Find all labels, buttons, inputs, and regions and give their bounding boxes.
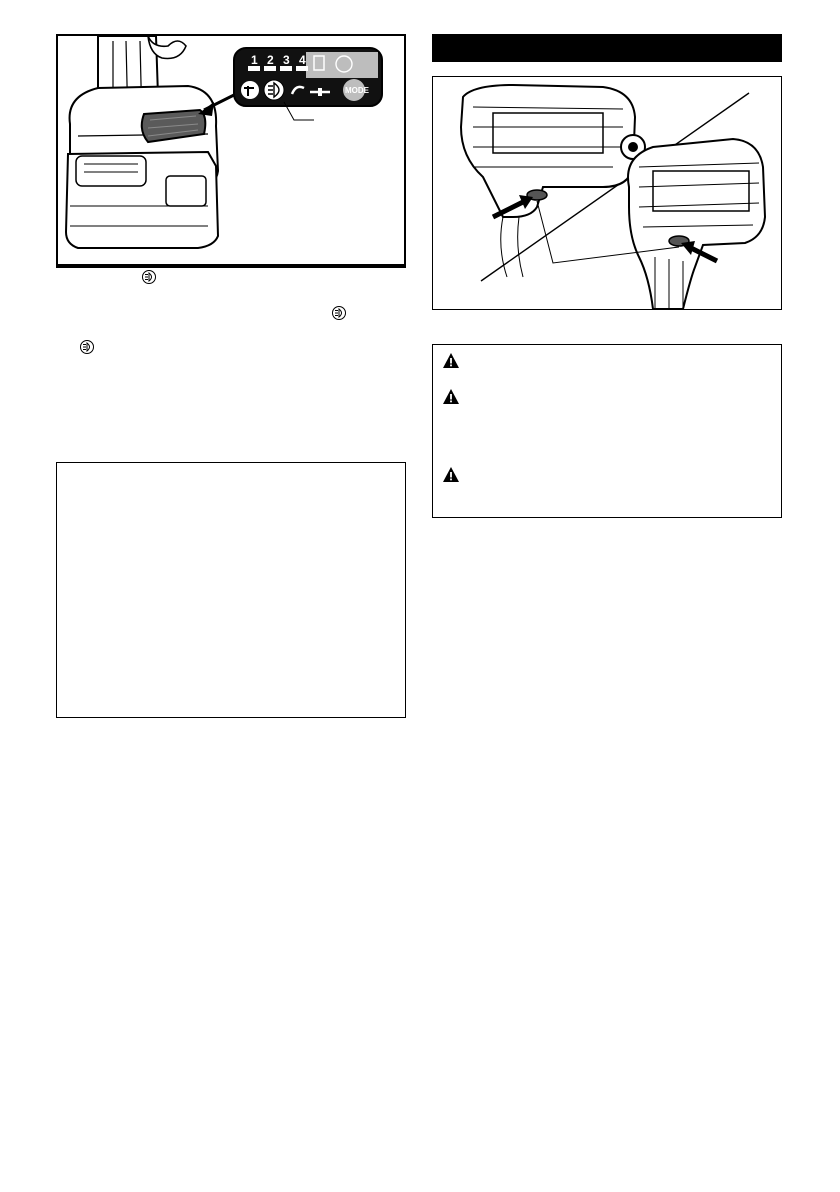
figure-rule xyxy=(56,266,406,268)
warning-triangle-icon xyxy=(442,466,460,484)
figure-switch-panel xyxy=(56,34,406,266)
speed-label-3: 3 xyxy=(283,53,290,67)
note-box xyxy=(56,462,406,718)
light-button-icon xyxy=(142,270,156,284)
tool-top-illustration xyxy=(58,36,404,264)
impact-button-icon xyxy=(241,81,259,99)
caution-box xyxy=(432,344,782,518)
speed-label-2: 2 xyxy=(267,53,274,67)
figure-reversing-switch xyxy=(432,76,782,310)
reversing-switch-illustration xyxy=(433,77,781,309)
light-button-icon xyxy=(80,340,94,354)
section-header-bar xyxy=(432,34,782,62)
warning-triangle-icon xyxy=(442,388,460,406)
mode-button-label: MODE xyxy=(345,86,369,95)
speed-label-1: 1 xyxy=(251,53,258,67)
light-button-icon xyxy=(332,306,346,320)
warning-triangle-icon xyxy=(442,352,460,370)
speed-label-4: 4 xyxy=(299,53,306,67)
